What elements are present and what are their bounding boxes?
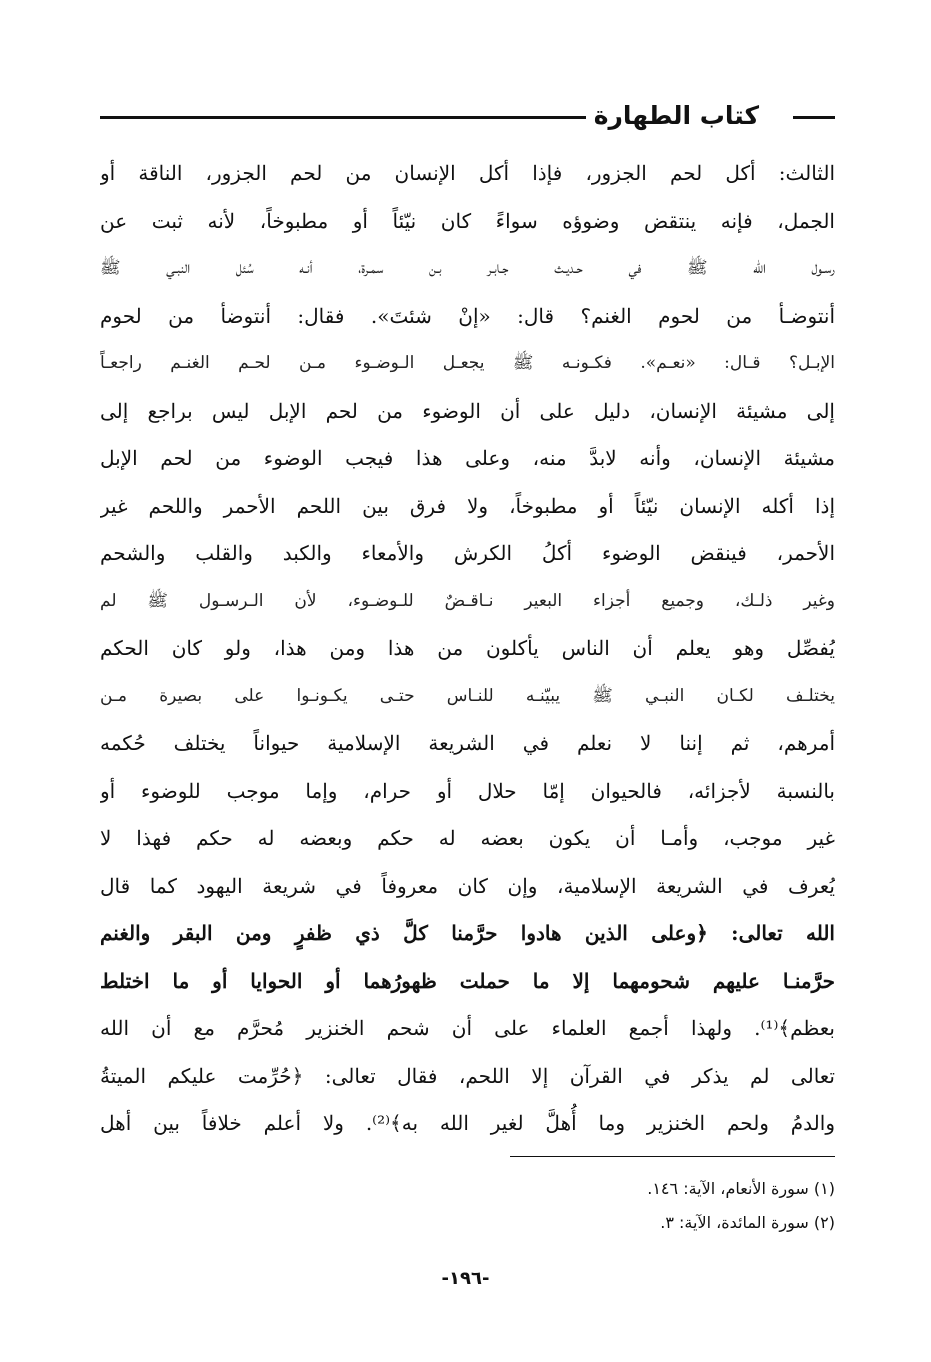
text-line: وغير ذلـك، وجميع أجزاء البعير نـاقـضٌ للـوضـوء، لأن الـرسـول ﷺ لم [100,590,835,611]
text-line: أمرهم، ثم إننا لا نعلم في الشريعة الإسلامية حيواناً يختلف حُكمه [100,731,835,755]
text-line: غير موجب، وأمـا أن يكون بعضه له حكم وبعضه له حكم فهذا لا [100,826,835,850]
text-line: رسـول الله ﷺ في حـديـث جـابـر بـن سمـرة، أنـه سُئل النبـي ﷺ [100,258,835,278]
text-line: يُعرف في الشريعة الإسلامية، وإن كان معروفاً في شريعة اليهود كما قال [100,873,835,898]
text-line: تعالى لم يذكر في القرآن إلا اللحم، فقال تعالى: ﴿حُرِّمت عليكم الميتةُ [100,1063,835,1088]
running-header [100,96,835,136]
text-line: يختلـف لكـان النبـي ﷺ يبيّنـه للنـاس حتـى يكـونـوا على بصيرة مـن [100,685,835,706]
text-line: الأحمر، فينقض الوضوء أكلُ الكرش والأمعاء والكبد والقلب والشحم [100,541,835,565]
text-line: والدمُ ولحم الخنزير وما أُهلَّ لغير الله به﴾⁽²⁾. ولا أعلم خلافاً بين أهل [100,1111,835,1135]
text-line: أنتوضـأ من لحوم الغنم؟ قال: «إنْ شئتَ». فقال: أنتوضأ من لحوم [100,303,835,328]
text-line: الثالث: أكل لحم الجزور، فإذا أكل الإنسان من لحم الجزور، الناقة أو [100,161,835,185]
text-line: مشيئة الإنسان، وأنه لابدَّ منه، وعلى هذا فيجب الوضوء من لحم الإبل [100,446,835,470]
chapter-title: كتاب الطهارة [586,96,767,136]
footnote-separator [510,1156,835,1157]
footnotes [100,1172,835,1240]
text-line: الله تعالى: ﴿وعلى الذين هادوا حرَّمنا كلَّ ذي ظفرٍ ومن البقر والغنم [100,921,835,945]
text-line: الجمل، فإنه ينتقض وضوؤه سواءً كان نيّئاً أو مطبوخاً، لأنه ثبت عن [100,208,835,233]
text-line: بعظم﴾⁽¹⁾. ولهذا أجمع العلماء على أن شحم الخنزير مُحرَّم مع أن الله [100,1016,835,1040]
header-rule-short [793,116,835,119]
body-text [100,150,835,1148]
text-line: الإبـل؟ قـال: «نعـم». فكـونـه ﷺ يجعـل الـوضـوء مـن لحـم الغنـم راجعـاً [100,353,835,373]
text-line: حرَّمنـا عليهم شحومهما إلا ما حملت ظهورُهما أو الحوايا أو ما اختلط [100,968,835,993]
page-number: -١٩٦- [441,1268,490,1289]
header-rule-long [100,116,605,119]
text-line: إذا أكله الإنسان نيّئاً أو مطبوخاً، ولا فرق بين اللحم الأحمر واللحم غير [100,493,835,518]
text-line: إلى مشيئة الإنسان، دليل على أن الوضوء من لحم الإبل ليس براجع إلى [100,398,835,423]
footnote: (٢) سورة المائدة، الآية: ٣. [660,1213,835,1232]
text-line: بالنسبة لأجزائه، فالحيوان إمّا حلال أو حرام، وإما موجب للوضوء أو [100,778,835,803]
text-line: يُفصِّل وهو يعلم أن الناس يأكلون من هذا ومن هذا، ولو كان الحكم [100,636,835,660]
footnote: (١) سورة الأنعام، الآية: ١٤٦. [647,1179,835,1198]
